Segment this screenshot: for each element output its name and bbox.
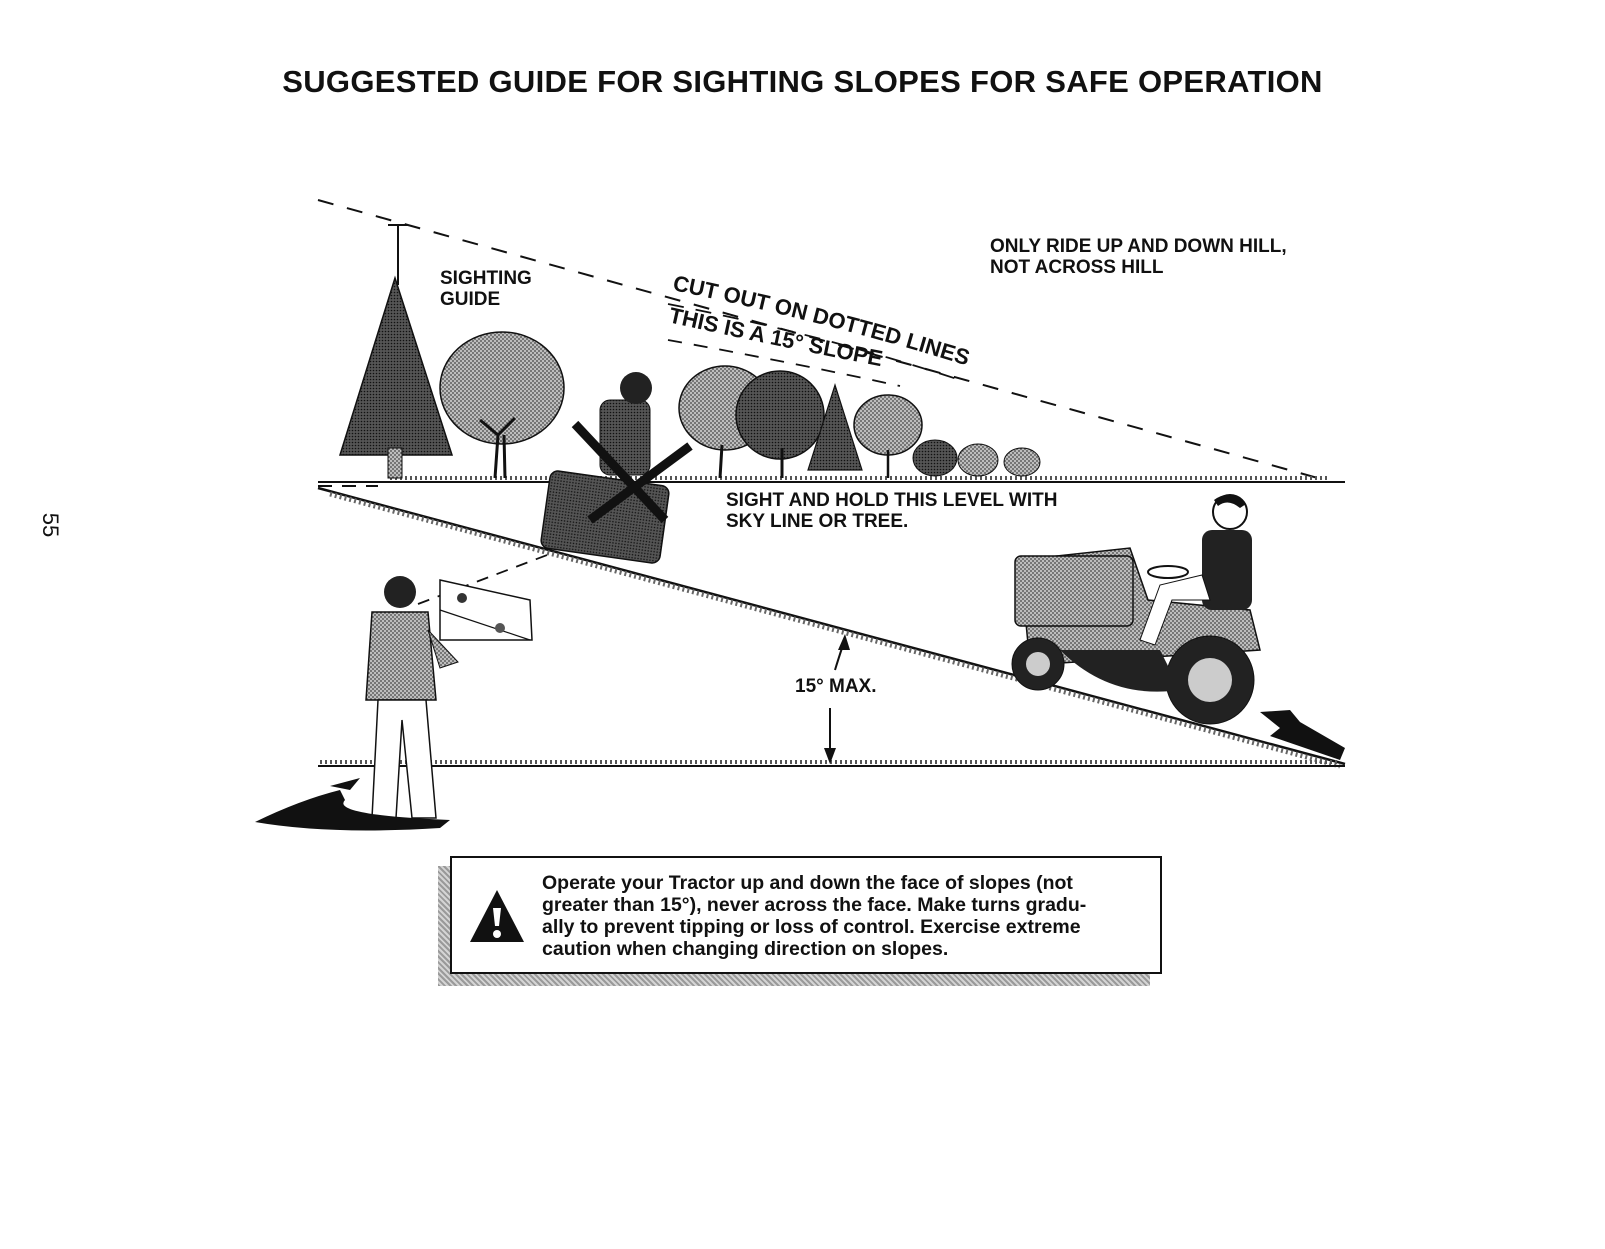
bush-icon [913,440,1040,476]
sighting-guide-label: SIGHTING GUIDE [440,268,532,310]
page-number: 55 [38,512,64,538]
warning-box [450,856,1162,974]
pine-tree-icon [340,278,452,478]
sighting-guide-card-icon [440,580,532,640]
angle-indicator-icon [824,634,850,764]
cut-out-label: CUT OUT ON DOTTED LINES [670,270,973,371]
max-angle-label: 15° MAX. [795,676,877,697]
round-tree-icon [679,366,824,478]
round-tree-icon [854,395,922,478]
page-title: SUGGESTED GUIDE FOR SIGHTING SLOPES FOR SAFE OPERATION [282,64,1323,99]
person-sighting-icon [255,576,458,830]
ride-direction-label: ONLY RIDE UP AND DOWN HILL, NOT ACROSS HILL [990,236,1287,278]
round-tree-icon [440,332,564,478]
sight-hold-label: SIGHT AND HOLD THIS LEVEL WITH SKY LINE OR TREE. [726,490,1058,532]
warning-triangle-icon [466,886,528,948]
slope-label: THIS IS A 15° SLOPE [666,302,885,372]
warning-text: Operate your Tractor up and down the face of slopes (not greater than 15°), never across the face. Make turns gradu- ally to prevent tipping or loss of control. Exercise extreme caution when changing direction on slopes. [542,872,1087,960]
